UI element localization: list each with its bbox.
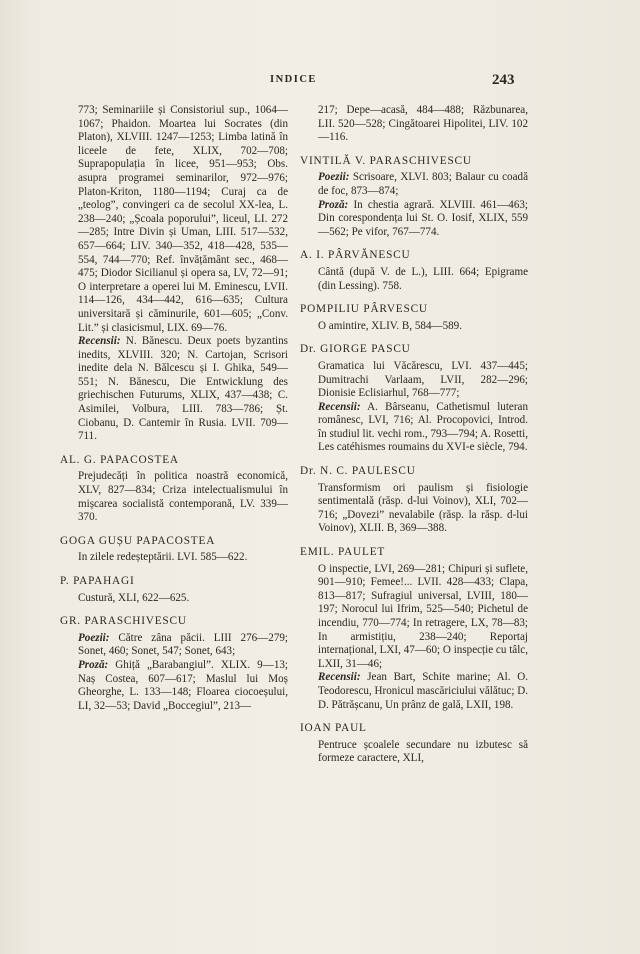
index-entry: Cântă (după V. de L.), LIII. 664; Epigrame (din Lessing). 758.: [318, 265, 528, 292]
index-entry: Custură, XLI, 622—625.: [78, 591, 190, 604]
subentry-label: Proză:: [318, 198, 349, 211]
subentry-label: Recensii:: [78, 335, 121, 348]
subentry-text: Către zâna păcii. LIII 276—279; Sonet, 460; Sonet, 547; Sonet, 643;: [78, 631, 288, 658]
index-entry: Prejudecăți în politica noastră economică, XLV, 827—834; Criza intelectualismului în mișcarea socialistă contemporană, LV. 339—370.: [78, 470, 288, 524]
author-heading: IOAN PAUL: [300, 722, 367, 735]
subentry-text: A. Bârseanu, Cathetismul luteran românesc, LVI, 716; Al. Procopovici, Introd. în studiul lit. vechi rom., 793—794; A. Rosetti, Les catéhismes roumains du XVI-e siècle, 794.: [318, 400, 528, 454]
index-subentry: [300, 671, 528, 712]
index-subentry: [300, 199, 528, 240]
author-heading: Dr. GIORGE PASCU: [300, 343, 411, 356]
author-heading: GOGA GUȘU PAPACOSTEA: [60, 534, 216, 547]
subentry-label: Poezii:: [78, 631, 110, 644]
left-column: [60, 104, 288, 713]
author-heading: POMPILIU PÂRVESCU: [300, 303, 428, 316]
author-heading: Dr. N. C. PAULESCU: [300, 465, 416, 478]
subentry-text: Ghiță „Barabangiul”. XLIX. 9—13; Naș Costea, 607—617; Maslul lui Moș Gheorghe, L. 133—148; Floarea ciocoeșului, LI, 32—53; David „Boccegiul”, 213—: [78, 658, 288, 712]
subentry-label: Recensii:: [318, 400, 361, 413]
subentry-text: In chestia agrară. XLVIII. 461—463; Din corespondența lui St. O. Iosif, XLIX, 559—562; Pe vifor, 767—774.: [318, 198, 528, 238]
index-subentry: [60, 335, 288, 444]
page-number: 243: [492, 72, 515, 88]
index-subentry: [60, 659, 288, 713]
continued-entry: 217; Depe—acasă, 484—488; Răzbunarea, LII. 520—528; Cingătoarei Hipolitei, LIV. 102—116.: [318, 104, 528, 144]
running-head: [0, 72, 640, 92]
subentry-text: N. Bănescu. Deux poets byzantins inedits, XLVIII. 320; N. Cartojan, Scrisori inedite dela N. Bălcescu și I. Ghika, 549—551; N. Bănescu, Die Entwicklung des griechischen Futurums, XLIX, 437—438; C. Asimilei, Volbura, LIII. 783—786; Șt. Ciobanu, D. Cantemir în Rusia. LVII. 709—711.: [78, 335, 288, 443]
index-entry: O inspectie, LVI, 269—281; Chipuri și suflete, 901—910; Femee!... LVII. 428—433; Clapa, 813—817; Sufragiul universal, LVIII, 180—197; Norocul lui Ifrim, 525—540; Pichetul de incendiu, 770—774; In retragere, LX, 78—83; In armistițiu, 238—240; Reportaj internațional, LXI, 47—60; O inspecție cu tâlc, LXII, 31—46;: [318, 562, 528, 670]
index-entry: Transformism ori paulism și fisiologie sentimentală (răsp. d-lui Voinov), XLI, 702—716; „Dovezi” nevalabile (răsp. la răsp. d-lui Voinov), XLII. B, 369—388.: [318, 481, 528, 535]
author-heading: EMIL. PAULET: [300, 546, 386, 559]
index-entry: Gramatica lui Văcărescu, LVI. 437—445; Dumitrachi Varlaam, LVII, 282—296; Dionisie Eclisiarhul, 768—777;: [318, 359, 528, 400]
right-column: [300, 104, 528, 766]
subentry-text: Scrisoare, XLVI. 803; Balaur cu coadă de foc, 873—874;: [318, 171, 528, 197]
continued-entry: 773; Seminariile și Consistoriul sup., 1064—1067; Phaidon. Moartea lui Socrates (din Platon), XLVIII. 1247—1253; Limba latină în liceele de fete, XLIX, 702—708; Suprapopulația în licee, 951—953; Obs. asupra programei seminarilor, 972—976; Platon-Kriton, 1180—1194; Curaj ca de „teolog”, convingeri ca de secolul XX-lea, L. 238—240; „Școala poporului”, liceul, LI. 272—285; Intre Divin și Uman, LIII. 517—532, 657—664; LIV. 340—352, 418—428, 535—554, 744—770; Ref. învățământ sec., 468—475; Diodor Sicilianul și opera sa, LV, 72—91; O interpretare a operei lui M. Eminescu, LVII. 114—126, 434—442, 616—635; Cultura universitară și căminurile, 601—605; „Conv. Lit.” și clasicismul, LIX. 69—76.: [78, 104, 288, 334]
subentry-label: Poezii:: [318, 171, 350, 184]
subentry-label: Recensii:: [318, 671, 361, 684]
index-subentry: [300, 171, 528, 198]
running-title: INDICE: [270, 74, 317, 85]
author-heading: P. PAPAHAGI: [60, 575, 135, 587]
author-heading: AL. G. PAPACOSTEA: [60, 453, 179, 466]
author-heading: A. I. PÂRVĂNESCU: [300, 249, 411, 262]
subentry-text: Jean Bart, Schite marine; Al. O. Teodorescu, Hronicul mascăriciului vălătuc; D. D. Pătrășcanu, Un prânz de gală, LXII, 198.: [318, 671, 528, 711]
author-heading: GR. PARASCHIVESCU: [60, 615, 187, 628]
index-entry: In zilele redeșteptării. LVI. 585—622.: [78, 551, 248, 564]
index-subentry: [300, 401, 528, 455]
subentry-label: Proză:: [78, 658, 109, 671]
index-subentry: [60, 632, 288, 659]
index-entry: O amintire, XLIV. B, 584—589.: [318, 319, 463, 332]
index-entry: Pentruce școalele secundare nu izbutesc să formeze caractere, XLI,: [318, 738, 528, 765]
author-heading: VINTILĂ V. PARASCHIVESCU: [300, 154, 472, 167]
